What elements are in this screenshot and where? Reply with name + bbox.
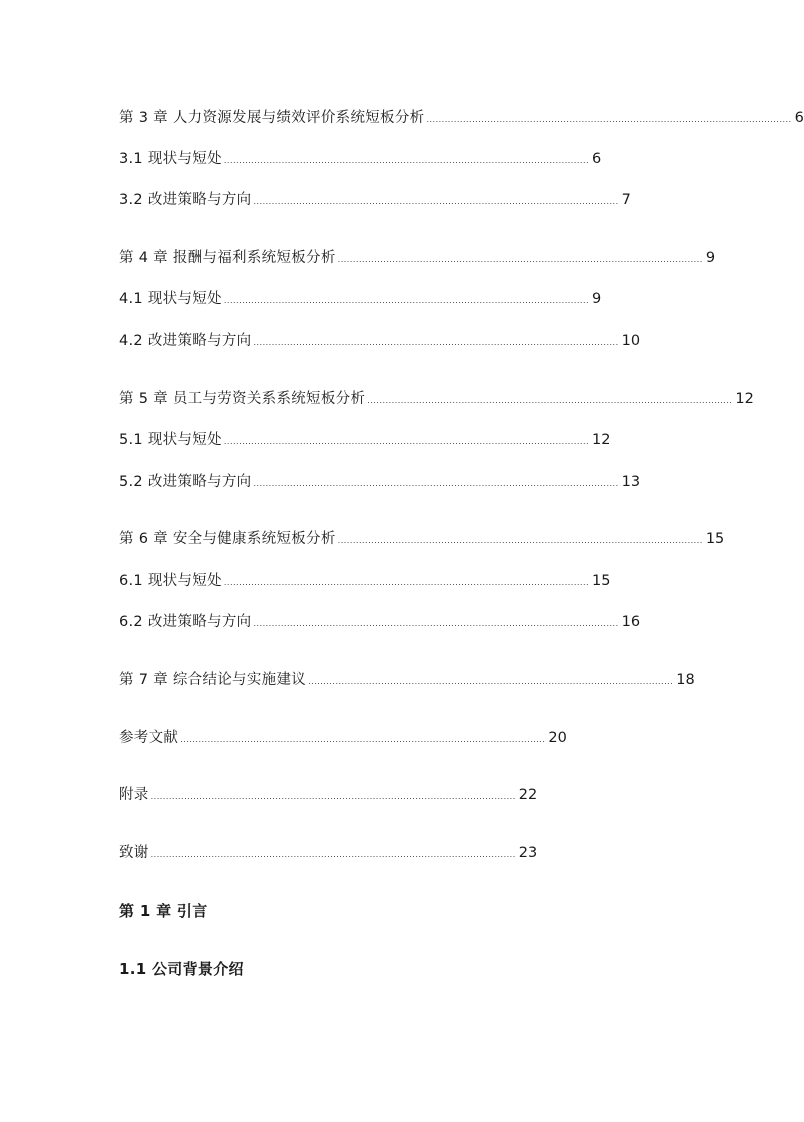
- toc-entry-label: 第 4 章 报酬与福利系统短板分析: [119, 250, 336, 266]
- toc-entry-page: 18: [676, 672, 695, 688]
- toc-leader-dots: ........................................................................................................................: [150, 850, 516, 859]
- toc-leader-dots: ........................................................................................................................: [367, 396, 733, 405]
- chapter-1-heading: 第 1 章 引言: [119, 902, 208, 920]
- toc-entry-section-4-1[interactable]: [119, 288, 602, 310]
- toc-entry-page: 15: [592, 573, 611, 589]
- toc-entry-section-6-1[interactable]: [119, 570, 611, 592]
- toc-entry-page: 20: [548, 730, 567, 746]
- toc-entry-label: 6.2 改进策略与方向: [119, 614, 252, 630]
- toc-entry-section-6-2[interactable]: [119, 611, 641, 633]
- toc-entry-references[interactable]: [119, 727, 567, 749]
- toc-leader-dots: ........................................................................................................................: [253, 197, 619, 206]
- toc-entry-label: 第 5 章 员工与劳资关系系统短板分析: [119, 391, 366, 407]
- toc-entry-page: 12: [735, 391, 754, 407]
- toc-entry-page: 15: [705, 531, 725, 547]
- toc-entry-page: 10: [621, 333, 641, 349]
- toc-leader-dots: ........................................................................................................................: [253, 619, 619, 628]
- section-1-1-heading: 1.1 公司背景介绍: [119, 960, 244, 978]
- toc-entry-appendix[interactable]: [119, 784, 538, 806]
- toc-entry-page: 16: [621, 614, 641, 630]
- toc-entry-page: 12: [592, 432, 611, 448]
- toc-entry-chapter-7[interactable]: [119, 669, 695, 691]
- toc-entry-label: 第 6 章 安全与健康系统短板分析: [119, 531, 336, 547]
- toc-leader-dots: ........................................................................................................................: [150, 792, 516, 801]
- toc-leader-dots: ........................................................................................................................: [223, 437, 590, 446]
- toc-entry-page: 6: [592, 151, 602, 167]
- toc-entry-section-5-2[interactable]: [119, 471, 641, 493]
- toc-entry-chapter-5[interactable]: [119, 388, 754, 410]
- toc-entry-page: 23: [518, 845, 538, 861]
- toc-leader-dots: ........................................................................................................................: [308, 677, 674, 686]
- toc-entry-chapter-6[interactable]: [119, 528, 725, 550]
- toc-entry-page: 6: [794, 110, 804, 126]
- toc-leader-dots: ........................................................................................................................: [180, 735, 546, 744]
- toc-entry-page: 9: [705, 250, 716, 266]
- toc-entry-page: 22: [518, 787, 538, 803]
- toc-entry-label: 参考文献: [119, 730, 179, 746]
- toc-entry-label: 第 3 章 人力资源发展与绩效评价系统短板分析: [119, 110, 425, 126]
- toc-entry-label: 附录: [119, 787, 149, 803]
- toc-entry-label: 3.1 现状与短处: [119, 151, 222, 167]
- toc-leader-dots: ........................................................................................................................: [253, 338, 619, 347]
- toc-entry-label: 4.1 现状与短处: [119, 291, 222, 307]
- toc-entry-section-3-1[interactable]: [119, 148, 602, 170]
- toc-entry-label: 5.1 现状与短处: [119, 432, 222, 448]
- toc-entry-section-4-2[interactable]: [119, 330, 641, 352]
- toc-leader-dots: ........................................................................................................................: [223, 156, 590, 165]
- toc-entry-acknowledgements[interactable]: [119, 842, 538, 864]
- toc-leader-dots: ........................................................................................................................: [337, 536, 703, 545]
- toc-leader-dots: ........................................................................................................................: [223, 578, 590, 587]
- toc-entry-page: 13: [621, 474, 641, 490]
- toc-entry-chapter-3[interactable]: [119, 107, 804, 129]
- toc-entry-label: 3.2 改进策略与方向: [119, 192, 252, 208]
- toc-entry-label: 5.2 改进策略与方向: [119, 474, 252, 490]
- toc-entry-label: 4.2 改进策略与方向: [119, 333, 252, 349]
- toc-leader-dots: ........................................................................................................................: [253, 479, 619, 488]
- toc-entry-label: 第 7 章 综合结论与实施建议: [119, 672, 307, 688]
- toc-entry-section-5-1[interactable]: [119, 429, 611, 451]
- toc-entry-page: 9: [592, 291, 602, 307]
- toc-entry-page: 7: [621, 192, 631, 208]
- toc-entry-chapter-4[interactable]: [119, 247, 716, 269]
- toc-leader-dots: ........................................................................................................................: [337, 255, 703, 264]
- toc-entry-label: 6.1 现状与短处: [119, 573, 222, 589]
- toc-entry-label: 致谢: [119, 845, 149, 861]
- toc-leader-dots: ........................................................................................................................: [426, 115, 792, 124]
- toc-leader-dots: ........................................................................................................................: [223, 296, 590, 305]
- toc-entry-section-3-2[interactable]: [119, 189, 631, 211]
